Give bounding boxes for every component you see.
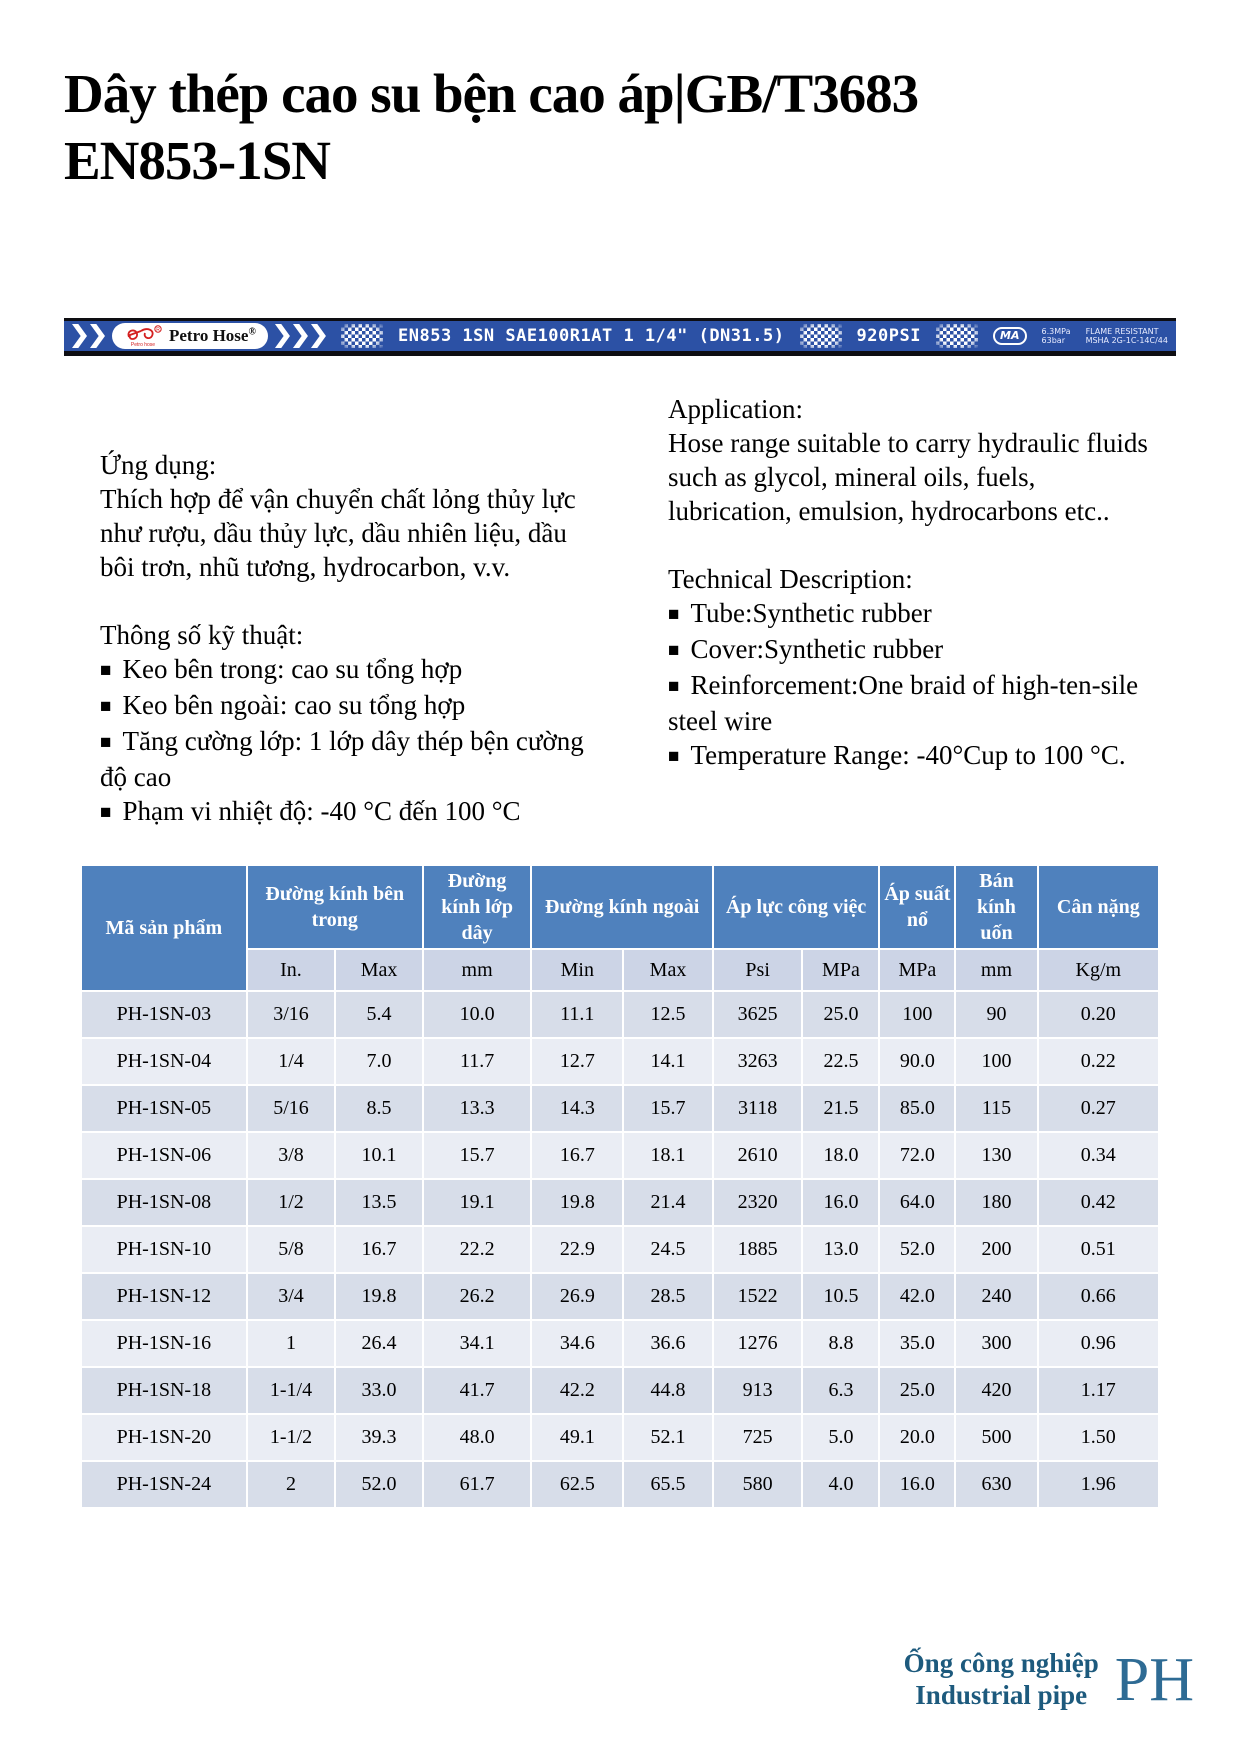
product-code-cell: PH-1SN-12 bbox=[82, 1274, 246, 1319]
value-cell: 16.0 bbox=[880, 1462, 954, 1507]
value-cell: 90 bbox=[956, 992, 1036, 1037]
petro-hose-logo-icon bbox=[124, 325, 162, 348]
table-row bbox=[82, 992, 1158, 1037]
section-vietnamese bbox=[100, 448, 596, 830]
chevron-icon bbox=[275, 324, 290, 348]
value-cell: 52.0 bbox=[880, 1227, 954, 1272]
value-cell: 1885 bbox=[714, 1227, 802, 1272]
value-cell: 1/2 bbox=[248, 1180, 335, 1225]
vi-specs-list bbox=[100, 652, 596, 830]
footer-line-vi: Ống công nghiệp bbox=[903, 1648, 1099, 1678]
product-code-cell: PH-1SN-03 bbox=[82, 992, 246, 1037]
col-header-working-pressure: Áp lực công việc bbox=[714, 866, 879, 948]
spec-list-item: ■ Keo bên trong: cao su tổng hợp bbox=[100, 652, 596, 688]
value-cell: 1 bbox=[248, 1321, 335, 1366]
value-cell: 33.0 bbox=[336, 1368, 422, 1413]
subheader-max: Max bbox=[336, 950, 422, 990]
value-cell: 14.1 bbox=[624, 1039, 712, 1084]
value-cell: 3/8 bbox=[248, 1133, 335, 1178]
value-cell: 1.17 bbox=[1039, 1368, 1158, 1413]
hose-spec-text: EN853 1SN SAE100R1AT 1 1/4" (DN31.5) bbox=[398, 326, 785, 346]
value-cell: 61.7 bbox=[424, 1462, 531, 1507]
vi-specs-title: Thông số kỹ thuật: bbox=[100, 620, 304, 650]
vi-application-body: Thích hợp để vận chuyển chất lỏng thủy lực như rượu, dầu thủy lực, dầu nhiên liệu, dầu bôi trơn, nhũ tương, hydrocarbon, v.v. bbox=[100, 484, 576, 582]
value-cell: 26.2 bbox=[424, 1274, 531, 1319]
value-cell: 2 bbox=[248, 1462, 335, 1507]
checker-pattern bbox=[936, 324, 978, 348]
table-body bbox=[82, 992, 1158, 1507]
vi-application-title: Ứng dụng: bbox=[100, 450, 217, 480]
subheader-mm2: mm bbox=[956, 950, 1036, 990]
subheader-max2: Max bbox=[624, 950, 712, 990]
hose-brand-area bbox=[72, 323, 326, 349]
product-code-cell: PH-1SN-06 bbox=[82, 1133, 246, 1178]
value-cell: 10.5 bbox=[803, 1274, 878, 1319]
value-cell: 200 bbox=[956, 1227, 1036, 1272]
value-cell: 72.0 bbox=[880, 1133, 954, 1178]
value-cell: 1276 bbox=[714, 1321, 802, 1366]
hose-print-banner bbox=[64, 318, 1176, 356]
value-cell: 14.3 bbox=[532, 1086, 622, 1131]
value-cell: 34.6 bbox=[532, 1321, 622, 1366]
subheader-mpa: MPa bbox=[803, 950, 878, 990]
table-row bbox=[82, 1462, 1158, 1507]
value-cell: 500 bbox=[956, 1415, 1036, 1460]
swan-logo-icon bbox=[124, 325, 162, 343]
table-row bbox=[82, 1039, 1158, 1084]
value-cell: 8.8 bbox=[803, 1321, 878, 1366]
value-cell: 41.7 bbox=[424, 1368, 531, 1413]
value-cell: 240 bbox=[956, 1274, 1036, 1319]
flame-line1: FLAME RESISTANT bbox=[1085, 327, 1159, 336]
value-cell: 19.1 bbox=[424, 1180, 531, 1225]
col-header-wire-layer-diameter: Đường kính lớp dây bbox=[424, 866, 531, 948]
value-cell: 13.5 bbox=[336, 1180, 422, 1225]
value-cell: 52.1 bbox=[624, 1415, 712, 1460]
value-cell: 4.0 bbox=[803, 1462, 878, 1507]
page-title bbox=[64, 60, 1184, 194]
value-cell: 25.0 bbox=[803, 992, 878, 1037]
value-cell: 24.5 bbox=[624, 1227, 712, 1272]
value-cell: 11.1 bbox=[532, 992, 622, 1037]
value-cell: 0.20 bbox=[1039, 992, 1158, 1037]
value-cell: 52.0 bbox=[336, 1462, 422, 1507]
value-cell: 34.1 bbox=[424, 1321, 531, 1366]
value-cell: 3263 bbox=[714, 1039, 802, 1084]
value-cell: 913 bbox=[714, 1368, 802, 1413]
value-cell: 5/8 bbox=[248, 1227, 335, 1272]
subheader-in: In. bbox=[248, 950, 335, 990]
value-cell: 39.3 bbox=[336, 1415, 422, 1460]
table-row bbox=[82, 1274, 1158, 1319]
value-cell: 21.5 bbox=[803, 1086, 878, 1131]
value-cell: 12.7 bbox=[532, 1039, 622, 1084]
value-cell: 20.0 bbox=[880, 1415, 954, 1460]
en-specs-list bbox=[668, 596, 1154, 774]
subheader-mpa2: MPa bbox=[880, 950, 954, 990]
registered-mark: ® bbox=[248, 326, 256, 338]
value-cell: 19.8 bbox=[532, 1180, 622, 1225]
footer-line-en: Industrial pipe bbox=[915, 1679, 1088, 1710]
value-cell: 1522 bbox=[714, 1274, 802, 1319]
value-cell: 130 bbox=[956, 1133, 1036, 1178]
product-code-cell: PH-1SN-16 bbox=[82, 1321, 246, 1366]
spec-list-item: ■ Tăng cường lớp: 1 lớp dây thép bện cường độ cao bbox=[100, 724, 596, 794]
spec-list-item: ■ Reinforcement:One braid of high-ten-sile steel wire bbox=[668, 668, 1154, 738]
value-cell: 100 bbox=[880, 992, 954, 1037]
value-cell: 15.7 bbox=[624, 1086, 712, 1131]
product-code-cell: PH-1SN-05 bbox=[82, 1086, 246, 1131]
value-cell: 15.7 bbox=[424, 1133, 531, 1178]
en-application-body: Hose range suitable to carry hydraulic fluids such as glycol, mineral oils, fuels, lubrication, emulsion, hydrocarbons etc.. bbox=[668, 428, 1148, 526]
value-cell: 62.5 bbox=[532, 1462, 622, 1507]
subheader-mm: mm bbox=[424, 950, 531, 990]
value-cell: 18.0 bbox=[803, 1133, 878, 1178]
pressure-rating-text bbox=[1042, 327, 1071, 345]
product-code-cell: PH-1SN-08 bbox=[82, 1180, 246, 1225]
chevron-icon bbox=[311, 324, 326, 348]
value-cell: 26.9 bbox=[532, 1274, 622, 1319]
spec-list-item: ■ Temperature Range: -40°Cup to 100 °C. bbox=[668, 738, 1154, 774]
brand-badge bbox=[112, 323, 268, 349]
value-cell: 2320 bbox=[714, 1180, 802, 1225]
value-cell: 35.0 bbox=[880, 1321, 954, 1366]
value-cell: 65.5 bbox=[624, 1462, 712, 1507]
value-cell: 115 bbox=[956, 1086, 1036, 1131]
value-cell: 16.7 bbox=[336, 1227, 422, 1272]
value-cell: 0.42 bbox=[1039, 1180, 1158, 1225]
footer-company-text bbox=[904, 1648, 1099, 1711]
hose-pressure-text: 920PSI bbox=[856, 326, 921, 346]
table-row bbox=[82, 1180, 1158, 1225]
value-cell: 42.2 bbox=[532, 1368, 622, 1413]
chevron-icon bbox=[72, 324, 87, 348]
value-cell: 13.0 bbox=[803, 1227, 878, 1272]
value-cell: 10.0 bbox=[424, 992, 531, 1037]
product-code-cell: PH-1SN-04 bbox=[82, 1039, 246, 1084]
table-row bbox=[82, 1133, 1158, 1178]
value-cell: 26.4 bbox=[336, 1321, 422, 1366]
value-cell: 22.9 bbox=[532, 1227, 622, 1272]
value-cell: 1/4 bbox=[248, 1039, 335, 1084]
value-cell: 42.0 bbox=[880, 1274, 954, 1319]
value-cell: 12.5 bbox=[624, 992, 712, 1037]
table-row bbox=[82, 1368, 1158, 1413]
brand-name: Petro Hose® bbox=[169, 326, 256, 345]
spec-list-item: ■ Cover:Synthetic rubber bbox=[668, 632, 1154, 668]
value-cell: 300 bbox=[956, 1321, 1036, 1366]
value-cell: 725 bbox=[714, 1415, 802, 1460]
value-cell: 19.8 bbox=[336, 1274, 422, 1319]
table-row bbox=[82, 1227, 1158, 1272]
checker-pattern bbox=[800, 324, 842, 348]
col-header-outer-diameter: Đường kính ngoài bbox=[532, 866, 711, 948]
product-code-cell: PH-1SN-10 bbox=[82, 1227, 246, 1272]
value-cell: 1.50 bbox=[1039, 1415, 1158, 1460]
value-cell: 44.8 bbox=[624, 1368, 712, 1413]
rating-mpa: 6.3MPa bbox=[1041, 327, 1071, 336]
value-cell: 49.1 bbox=[532, 1415, 622, 1460]
flame-line2: MSHA 2G-1C-14C/44 bbox=[1085, 336, 1168, 345]
value-cell: 100 bbox=[956, 1039, 1036, 1084]
spec-list-item: ■ Tube:Synthetic rubber bbox=[668, 596, 1154, 632]
value-cell: 630 bbox=[956, 1462, 1036, 1507]
value-cell: 5/16 bbox=[248, 1086, 335, 1131]
value-cell: 25.0 bbox=[880, 1368, 954, 1413]
checker-pattern bbox=[341, 324, 383, 348]
value-cell: 22.5 bbox=[803, 1039, 878, 1084]
value-cell: 3118 bbox=[714, 1086, 802, 1131]
value-cell: 0.51 bbox=[1039, 1227, 1158, 1272]
page-title-line2: EN853-1SN bbox=[64, 130, 331, 192]
value-cell: 0.27 bbox=[1039, 1086, 1158, 1131]
value-cell: 8.5 bbox=[336, 1086, 422, 1131]
table-row bbox=[82, 1415, 1158, 1460]
value-cell: 3625 bbox=[714, 992, 802, 1037]
section-english bbox=[668, 392, 1154, 774]
value-cell: 180 bbox=[956, 1180, 1036, 1225]
value-cell: 36.6 bbox=[624, 1321, 712, 1366]
value-cell: 420 bbox=[956, 1368, 1036, 1413]
value-cell: 3/16 bbox=[248, 992, 335, 1037]
table-row bbox=[82, 1321, 1158, 1366]
value-cell: 16.0 bbox=[803, 1180, 878, 1225]
col-header-burst-pressure: Áp suất nổ bbox=[880, 866, 954, 948]
col-header-product-code: Mã sản phẩm bbox=[82, 866, 246, 990]
value-cell: 1.96 bbox=[1039, 1462, 1158, 1507]
en-specs-title: Technical Description: bbox=[668, 564, 913, 594]
value-cell: 90.0 bbox=[880, 1039, 954, 1084]
product-code-cell: PH-1SN-20 bbox=[82, 1415, 246, 1460]
value-cell: 22.2 bbox=[424, 1227, 531, 1272]
spec-list-item: ■ Keo bên ngoài: cao su tổng hợp bbox=[100, 688, 596, 724]
value-cell: 5.0 bbox=[803, 1415, 878, 1460]
subheader-psi: Psi bbox=[714, 950, 802, 990]
value-cell: 85.0 bbox=[880, 1086, 954, 1131]
hose-band bbox=[64, 321, 1176, 351]
value-cell: 580 bbox=[714, 1462, 802, 1507]
spec-list-item: ■ Phạm vi nhiệt độ: -40 °C đến 100 °C bbox=[100, 794, 596, 830]
value-cell: 7.0 bbox=[336, 1039, 422, 1084]
col-header-bend-radius: Bán kính uốn bbox=[956, 866, 1036, 948]
value-cell: 1-1/4 bbox=[248, 1368, 335, 1413]
table-header bbox=[82, 866, 1158, 990]
value-cell: 0.34 bbox=[1039, 1133, 1158, 1178]
subheader-min: Min bbox=[532, 950, 622, 990]
value-cell: 6.3 bbox=[803, 1368, 878, 1413]
en-application-title: Application: bbox=[668, 394, 803, 424]
value-cell: 28.5 bbox=[624, 1274, 712, 1319]
table-row bbox=[82, 1086, 1158, 1131]
svg-text:R: R bbox=[156, 326, 160, 333]
subheader-kgm: Kg/m bbox=[1039, 950, 1158, 990]
col-header-weight: Cân nặng bbox=[1039, 866, 1158, 948]
logo-caption: Petro hose bbox=[130, 341, 156, 348]
chevron-icon bbox=[293, 324, 308, 348]
value-cell: 48.0 bbox=[424, 1415, 531, 1460]
value-cell: 0.22 bbox=[1039, 1039, 1158, 1084]
product-spec-table bbox=[80, 864, 1160, 1509]
product-code-cell: PH-1SN-18 bbox=[82, 1368, 246, 1413]
value-cell: 5.4 bbox=[336, 992, 422, 1037]
value-cell: 18.1 bbox=[624, 1133, 712, 1178]
value-cell: 0.66 bbox=[1039, 1274, 1158, 1319]
value-cell: 11.7 bbox=[424, 1039, 531, 1084]
ph-logo: PH bbox=[1114, 1645, 1194, 1714]
page-footer bbox=[903, 1645, 1194, 1714]
rating-bar: 63bar bbox=[1041, 336, 1065, 345]
value-cell: 10.1 bbox=[336, 1133, 422, 1178]
value-cell: 3/4 bbox=[248, 1274, 335, 1319]
value-cell: 64.0 bbox=[880, 1180, 954, 1225]
value-cell: 13.3 bbox=[424, 1086, 531, 1131]
value-cell: 1-1/2 bbox=[248, 1415, 335, 1460]
value-cell: 21.4 bbox=[624, 1180, 712, 1225]
page-title-line1: Dây thép cao su bện cao áp|GB/T3683 bbox=[64, 63, 919, 124]
value-cell: 0.96 bbox=[1039, 1321, 1158, 1366]
product-code-cell: PH-1SN-24 bbox=[82, 1462, 246, 1507]
ma-certification-logo: MA bbox=[993, 327, 1026, 345]
col-header-inner-diameter: Đường kính bên trong bbox=[248, 866, 422, 948]
value-cell: 16.7 bbox=[532, 1133, 622, 1178]
value-cell: 2610 bbox=[714, 1133, 802, 1178]
chevron-icon bbox=[90, 324, 105, 348]
flame-resistant-text bbox=[1086, 327, 1168, 345]
